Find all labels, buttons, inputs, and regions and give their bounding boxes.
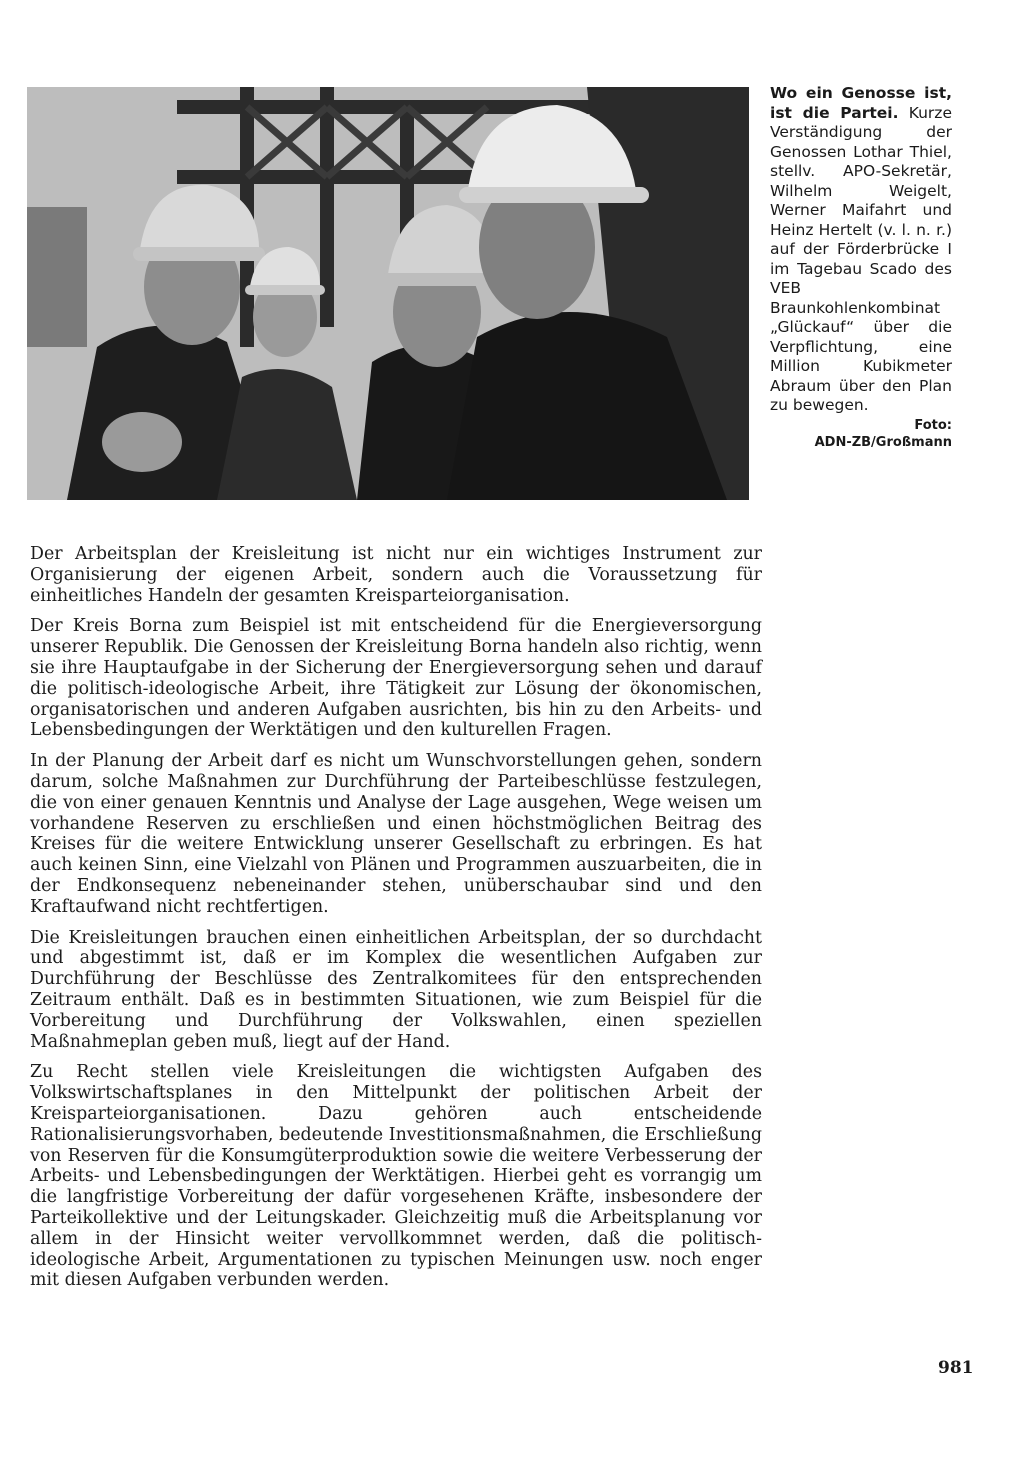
photo-construction-workers xyxy=(27,87,749,500)
paragraph: Der Kreis Borna zum Beispiel ist mit entscheidend für die Energieversorgung unserer Republik. Die Genossen der Kreisleitung Borna handeln also richtig, wenn sie ihre Hauptaufgabe in der Sicherung der Energieversorgung sehen und darauf die politisch-ideologische Arbeit, ihre Tätigkeit zur Lösung der ökonomischen, organisatorischen und anderen Aufgaben ausrichten, bis hin zu den Arbeits- und Lebensbedingungen der Werktätigen und den kulturellen Fragen. xyxy=(30,616,762,741)
paragraph: In der Planung der Arbeit darf es nicht um Wunschvorstellungen gehen, sondern darum, solche Maßnahmen zur Durchführung der Parteibeschlüsse festzulegen, die von einer genauen Kenntnis und Analyse der Lage ausgehen, Wege weisen um vorhandene Reserven zu erschließen und einen höchstmöglichen Beitrag des Kreises für die weitere Entwicklung unserer Gesellschaft zu erbringen. Es hat auch keinen Sinn, eine Vielzahl von Plänen und Programmen auszuarbeiten, die in der Endkonsequenz nebeneinander stehen, unüberschaubar sind und den Kraftaufwand nicht rechtfertigen. xyxy=(30,751,762,917)
caption-body: Kurze Verständigung der Genossen Lothar Thiel, stellv. APO-Sekretär, Wilhelm Weigelt, Werner Maifahrt und Heinz Hertelt (v. l. n. r.) auf der Förderbrücke I im Tagebau Scado des VEB Braunkohlenkombinat „Glückauf“ über die Verpflichtung, eine Million Kubikmeter Abraum über den Plan zu bewegen. xyxy=(770,103,952,414)
photo-illustration xyxy=(27,87,749,500)
photo-credit: ADN-ZB/Großmann xyxy=(814,434,952,450)
paragraph: Zu Recht stellen viele Kreisleitungen die wichtigsten Aufgaben des Volkswirtschaftsplanes in den Mittelpunkt der politischen Arbeit der Kreisparteiorganisationen. Dazu gehören auch entscheidende Rationalisierungsvorhaben, bedeutende Investitionsmaßnahmen, die Erschließung von Reserven für die Konsumgüterproduktion sowie die weitere Verbesserung der Arbeits- und Lebensbedingungen der Werktätigen. Hierbei geht es vorrangig um die langfristige Vorbereitung der dafür vorgesehenen Kräfte, insbesondere der Parteikollektive und der Leitungskader. Gleichzeitig muß die Arbeitsplanung vor allem in der Hinsicht weiter vervollkommnet werden, daß die politisch-ideologische Arbeit, Argumentationen zu typischen Meinungen usw. noch enger mit diesen Aufgaben verbunden werden. xyxy=(30,1062,762,1291)
paragraph: Die Kreisleitungen brauchen einen einheitlichen Arbeitsplan, der so durchdacht und abgestimmt ist, daß er im Komplex die wesentlichen Aufgaben zur Durchführung der Beschlüsse des Zentralkomitees für den entsprechenden Zeitraum enthält. Daß es in bestimmten Situationen, wie zum Beispiel für die Vorbereitung und Durchführung der Volkswahlen, einen speziellen Maßnahmeplan geben muß, liegt auf der Hand. xyxy=(30,927,762,1052)
caption-text xyxy=(770,84,952,416)
article-body xyxy=(30,544,762,1301)
paragraph: Der Arbeitsplan der Kreisleitung ist nicht nur ein wichtiges Instrument zur Organisierung der eigenen Arbeit, sondern auch die Voraussetzung für einheitliches Handeln der gesamten Kreisparteiorganisation. xyxy=(30,544,762,606)
photo-credit-label: Foto: xyxy=(914,417,952,433)
page-number: 981 xyxy=(938,1358,974,1378)
photo-caption xyxy=(770,84,952,451)
caption-headline: Wo ein Genosse ist, ist die Partei. xyxy=(770,84,952,122)
